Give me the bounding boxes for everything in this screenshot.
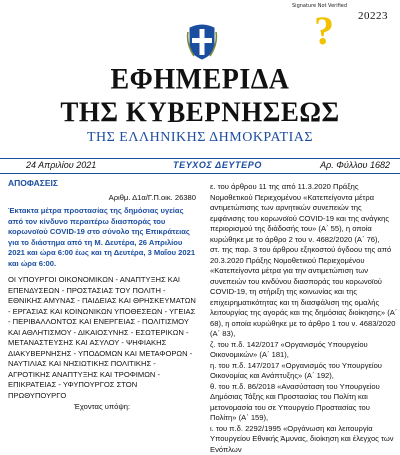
- paragraph-e: ε. του άρθρου 11 της από 11.3.2020 Πράξης Νομοθετικού Περιεχομένου «Κατεπείγοντα μέτρα αντιμετώπισης των αρνητικών συνεπειών της εμφάνισης του κορωνοϊού COVID-19 και της ανάγκης περιορισμού της διάδοσής του» (Α΄ 55), η οποία κυρώθηκε με το άρθρο 2 του ν. 4682/2020 (Α΄ 76),: [210, 182, 398, 245]
- right-column: [210, 182, 398, 455]
- paragraph-st: στ. της παρ. 3 του άρθρου εξηκοστού όγδοου της από 20.3.2020 Πράξης Νομοθετικού Περιεχομένου «Κατεπείγοντα μέτρα για την αντιμετώπιση των συνεπειών του κινδύνου διασποράς του κορωνοϊού COVID-19, τη στήριξη της κοινωνίας και της επιχειρηματικότητας και τη διασφάλιση της ομαλής λειτουργίας της αγοράς και της δημόσιας διοίκησης» (Α΄ 68), η οποία κυρώθηκε με το άρθρο 1 του ν. 4683/2020 (Α΄ 83),: [210, 245, 398, 340]
- paragraph-z: ζ. του π.δ. 142/2017 «Οργανισμός Υπουργείου Οικονομικών» (Α΄ 181),: [210, 340, 398, 361]
- gazette-title-line1: ΕΦΗΜΕΡΙΔΑ: [0, 63, 400, 97]
- gazette-title-line2: ΤΗΣ ΚΥΒΕΡΝΗΣΕΩΣ: [0, 96, 400, 129]
- section-heading: ΑΠΟΦΑΣΕΙΣ: [8, 178, 196, 189]
- left-column: [8, 178, 196, 413]
- sheet-number: Αρ. Φύλλου 1682: [320, 160, 390, 170]
- issue-series: ΤΕΥΧΟΣ ΔΕΥΤΕΡΟ: [173, 160, 262, 170]
- gazette-subtitle: ΤΗΣ ΕΛΛΗΝΙΚΗΣ ΔΗΜΟΚΡΑΤΙΑΣ: [0, 130, 400, 146]
- decision-reference: Αριθμ. Δ1α/Γ.Π.οικ. 26380: [8, 193, 196, 204]
- svg-text:?: ?: [314, 8, 334, 50]
- signature-status-text: Signature Not Verified: [292, 3, 352, 9]
- signature-not-verified-icon: [306, 2, 336, 50]
- considering-line: Έχοντας υπόψη:: [8, 402, 196, 413]
- issuing-ministries: ΟΙ ΥΠΟΥΡΓΟΙ ΟΙΚΟΝΟΜΙΚΩΝ - ΑΝΑΠΤΥΞΗΣ ΚΑΙ ΕΠΕΝΔΥΣΕΩΝ - ΠΡΟΣΤΑΣΙΑΣ ΤΟΥ ΠΟΛΙΤΗ - ΕΘΝΙΚΗΣ ΑΜΥΝΑΣ - ΠΑΙΔΕΙΑΣ ΚΑΙ ΘΡΗΣΚΕΥΜΑΤΩΝ - ΕΡΓΑΣΙΑΣ ΚΑΙ ΚΟΙΝΩΝΙΚΩΝ ΥΠΟΘΕΣΕΩΝ - ΥΓΕΙΑΣ - ΠΕΡΙΒΑΛΛΟΝΤΟΣ ΚΑΙ ΕΝΕΡΓΕΙΑΣ - ΠΟΛΙΤΙΣΜΟΥ ΚΑΙ ΑΘΛΗΤΙΣΜΟΥ - ΔΙΚΑΙΟΣΥΝΗΣ - ΕΣΩΤΕΡΙΚΩΝ - ΜΕΤΑΝΑΣΤΕΥΣΗΣ ΚΑΙ ΑΣΥΛΟΥ - ΨΗΦΙΑΚΗΣ ΔΙΑΚΥΒΕΡΝΗΣΗΣ - ΥΠΟΔΟΜΩΝ ΚΑΙ ΜΕΤΑΦΟΡΩΝ - ΝΑΥΤΙΛΙΑΣ ΚΑΙ ΝΗΣΙΩΤΙΚΗΣ ΠΟΛΙΤΙΚΗΣ - ΑΓΡΟΤΙΚΗΣ ΑΝΑΠΤΥΞΗΣ ΚΑΙ ΤΡΟΦΙΜΩΝ - ΕΠΙΚΡΑΤΕΙΑΣ - ΥΦΥΠΟΥΡΓΟΣ ΣΤΟΝ ΠΡΩΘΥΠΟΥΡΓΟ: [8, 275, 196, 401]
- paragraph-th: θ. του π.δ. 86/2018 «Ανασύσταση του Υπουργείου Δημόσιας Τάξης και Προστασίας του Πολίτη και μετονομασία του σε Υπουργείο Προστασίας του Πολίτη» (Α΄ 159),: [210, 382, 398, 424]
- issue-date: 24 Απριλίου 2021: [26, 160, 96, 170]
- paragraph-i: η. του π.δ. 147/2017 «Οργανισμός του Υπουργείου Οικονομίας και Ανάπτυξης» (Α΄ 192),: [210, 361, 398, 382]
- issue-info-band: [0, 158, 400, 174]
- greek-coat-of-arms-icon: [186, 22, 218, 60]
- document-number: 20223: [358, 10, 388, 22]
- decision-title: Έκτακτα μέτρα προστασίας της δημόσιας υγείας από τον κίνδυνο περαιτέρω διασποράς του κορωνοϊού COVID-19 στο σύνολο της Επικράτειας για το διάστημα από τη Μ. Δευτέρα, 26 Απριλίου 2021 και ώρα 6:00 έως και τη Δευτέρα, 3 Μαΐου 2021 και ώρα 6:00.: [8, 206, 196, 269]
- paragraph-iota: ι. του π.δ. 2292/1995 «Οργάνωση και λειτουργία Υπουργείου Εθνικής Άμυνας, διοίκηση και έλεγχος των Ενόπλων: [210, 424, 398, 455]
